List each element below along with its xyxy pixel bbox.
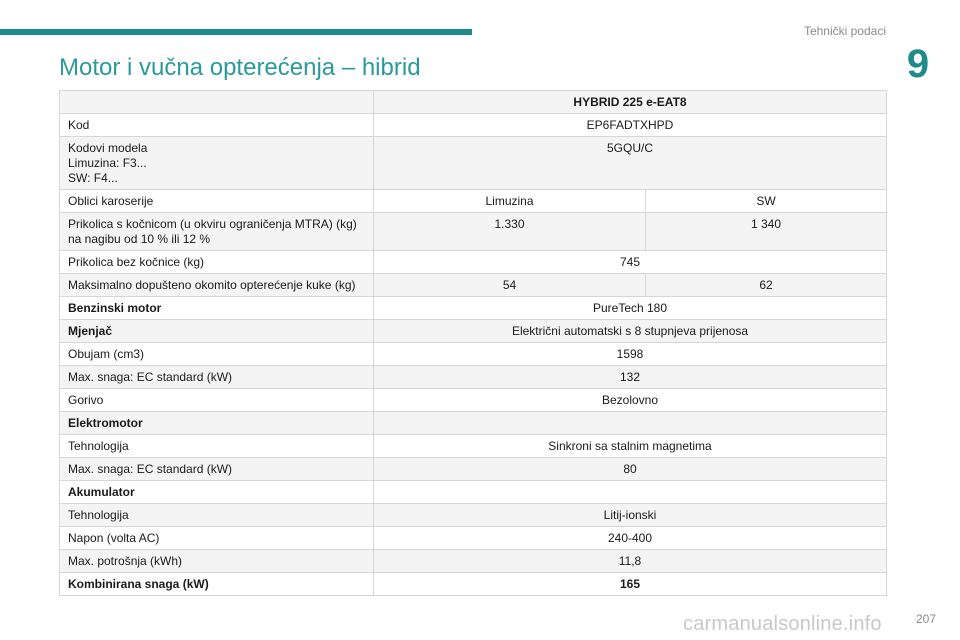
page-title: Motor i vučna opterećenja – hibrid (59, 54, 421, 81)
row-label: Oblici karoserije (60, 190, 374, 213)
row-value: PureTech 180 (374, 297, 887, 320)
row-value-limuzina: 54 (374, 274, 646, 297)
row-label: Elektromotor (60, 412, 374, 435)
row-value-limuzina: 1.330 (374, 213, 646, 251)
row-label: Max. snaga: EC standard (kW) (60, 366, 374, 389)
watermark: carmanualsonline.info (683, 613, 882, 635)
column-header: HYBRID 225 e-EAT8 (374, 91, 887, 114)
row-value: 5GQU/C (374, 137, 887, 190)
row-value: 1598 (374, 343, 887, 366)
label-line: Kodovi modela (68, 141, 148, 155)
label-line: Limuzina: F3... (68, 156, 147, 170)
table-row (60, 481, 887, 504)
chapter-number: 9 (906, 42, 930, 86)
label-line: Prikolica s kočnicom (u okviru ograničenja MTRA) (kg) (68, 217, 357, 231)
row-value: Bezolovno (374, 389, 887, 412)
row-label: Prikolica bez kočnice (kg) (60, 251, 374, 274)
table-row (60, 114, 887, 137)
page-number: 207 (915, 612, 936, 626)
top-accent-bar (0, 29, 472, 35)
table-row (60, 343, 887, 366)
row-value: Sinkroni sa stalnim magnetima (374, 435, 887, 458)
table-row (60, 251, 887, 274)
table-row (60, 573, 887, 596)
row-label: Tehnologija (60, 435, 374, 458)
row-value: Električni automatski s 8 stupnjeva prijenosa (374, 320, 887, 343)
section-label: Tehnički podaci (803, 24, 886, 38)
table-row (60, 366, 887, 389)
row-value: 745 (374, 251, 887, 274)
table-cell-empty (60, 91, 374, 114)
row-label: Max. snaga: EC standard (kW) (60, 458, 374, 481)
row-value: Litij-ionski (374, 504, 887, 527)
row-label: Benzinski motor (60, 297, 374, 320)
row-label: Obujam (cm3) (60, 343, 374, 366)
row-value-sw: SW (646, 190, 887, 213)
row-label: Kombinirana snaga (kW) (60, 573, 374, 596)
row-value-empty (374, 412, 887, 435)
row-label (60, 213, 374, 251)
row-value-limuzina: Limuzina (374, 190, 646, 213)
table-row (60, 389, 887, 412)
row-label: Maksimalno dopušteno okomito opterećenje kuke (kg) (60, 274, 374, 297)
table-row (60, 527, 887, 550)
row-value-empty (374, 481, 887, 504)
table-row (60, 190, 887, 213)
table-row (60, 458, 887, 481)
row-value: 80 (374, 458, 887, 481)
row-label: Akumulator (60, 481, 374, 504)
row-value-sw: 62 (646, 274, 887, 297)
row-label: Gorivo (60, 389, 374, 412)
row-label: Mjenjač (60, 320, 374, 343)
label-line: SW: F4... (68, 171, 118, 185)
table-row (60, 91, 887, 114)
row-label: Max. potrošnja (kWh) (60, 550, 374, 573)
label-line: na nagibu od 10 % ili 12 % (68, 232, 211, 246)
row-label (60, 137, 374, 190)
row-value: EP6FADTXHPD (374, 114, 887, 137)
row-label: Tehnologija (60, 504, 374, 527)
table-row (60, 274, 887, 297)
row-value: 132 (374, 366, 887, 389)
spec-table (59, 90, 887, 596)
row-label: Kod (60, 114, 374, 137)
row-value: 165 (374, 573, 887, 596)
table-row (60, 412, 887, 435)
table-row (60, 435, 887, 458)
table-row (60, 213, 887, 251)
table-row (60, 297, 887, 320)
row-value-sw: 1 340 (646, 213, 887, 251)
table-row (60, 550, 887, 573)
table-row (60, 320, 887, 343)
table-row (60, 504, 887, 527)
table-row (60, 137, 887, 190)
row-value: 11,8 (374, 550, 887, 573)
row-label: Napon (volta AC) (60, 527, 374, 550)
row-value: 240-400 (374, 527, 887, 550)
